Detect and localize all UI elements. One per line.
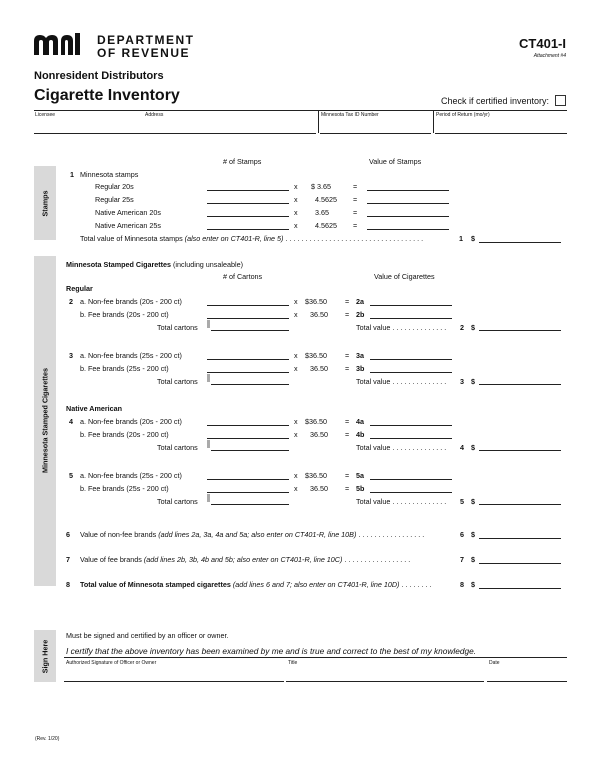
cartons-input[interactable] [207, 416, 289, 426]
line-ref: 4b [356, 430, 365, 439]
line-number: 3 [69, 351, 73, 360]
total-value-label: Total value . . . . . . . . . . . . . . [356, 377, 447, 386]
line-ref: 6 [460, 530, 464, 539]
times-sign: x [294, 351, 298, 360]
value-input[interactable] [370, 363, 452, 373]
date-field[interactable] [487, 672, 567, 682]
native-american-heading: Native American [66, 404, 123, 413]
certified-checkbox[interactable] [555, 95, 566, 106]
times-sign: x [294, 195, 298, 204]
equals-sign: = [353, 208, 358, 217]
equals-sign: = [345, 297, 350, 306]
col-cartons-header: # of Cartons [223, 272, 263, 281]
row-label: a. Non-fee brands (20s - 200 ct) [80, 417, 182, 426]
dollar-sign: $ [471, 555, 475, 564]
carton-rate: $36.50 [305, 351, 327, 360]
times-sign: x [294, 364, 298, 373]
title-field[interactable] [286, 672, 484, 682]
times-sign: x [294, 297, 298, 306]
cartons-input[interactable] [207, 309, 289, 319]
dollar-sign: $ [471, 234, 475, 243]
equals-sign: = [345, 310, 350, 319]
carton-rate: 36.50 [310, 364, 328, 373]
value-input[interactable] [370, 296, 452, 306]
equals-sign: = [345, 364, 350, 373]
total-value-input[interactable] [479, 441, 561, 451]
licensee-field[interactable] [34, 124, 316, 134]
total-instruction: (also enter on CT401-R, line 5) [184, 234, 284, 243]
times-sign: x [294, 471, 298, 480]
total-value-label: Total value . . . . . . . . . . . . . . [356, 323, 447, 332]
row-label: Regular 25s [95, 195, 134, 204]
total-cartons-input[interactable] [211, 441, 289, 451]
times-sign: x [294, 310, 298, 319]
line-ref: 8 [460, 580, 464, 589]
times-sign: x [294, 430, 298, 439]
total-cartons-input[interactable] [211, 321, 289, 331]
date-label: Date [489, 660, 500, 666]
stamps-value-input[interactable] [367, 194, 449, 204]
carton-rate: 36.50 [310, 310, 328, 319]
dollar-sign: $ [471, 580, 475, 589]
total-cartons-input[interactable] [211, 375, 289, 385]
value-input[interactable] [370, 309, 452, 319]
stamps-count-input[interactable] [207, 220, 289, 230]
cartons-input[interactable] [207, 470, 289, 480]
equals-sign: = [345, 430, 350, 439]
line-ref: 3b [356, 364, 365, 373]
line-number: 2 [69, 297, 73, 306]
line-ref: 7 [460, 555, 464, 564]
dollar-sign: $ [471, 497, 475, 506]
times-sign: x [294, 208, 298, 217]
title-label: Title [288, 660, 298, 666]
line-8-text: Total value of Minnesota stamped cigarettes (add lines 6 and 7; also enter on CT401-R, line 10D) . . . . . . . . [80, 580, 432, 589]
equals-sign: = [345, 484, 350, 493]
line-7-text: Value of fee brands (add lines 2b, 3b, 4b and 5b; also enter on CT401-R, line 10C) . . . . . . . . . . . . . . . . . [80, 555, 411, 564]
col-value-header: Value of Stamps [369, 157, 422, 166]
signature-label: Authorized Signature of Officer or Owner [66, 660, 157, 666]
period-label: Period of Return (mo/yr) [436, 112, 490, 118]
stamp-rate: 4.5625 [315, 221, 337, 230]
total-cartons-label: Total cartons [157, 323, 198, 332]
stamps-count-input[interactable] [207, 181, 289, 191]
logo-text-2: OF REVENUE [97, 46, 191, 60]
form-id: CT401-I [519, 36, 566, 51]
dollar-sign: $ [471, 377, 475, 386]
times-sign: x [294, 182, 298, 191]
row-label: Regular 20s [95, 182, 134, 191]
row-label: b. Fee brands (25s - 200 ct) [80, 364, 169, 373]
stamp-rate: 3.65 [315, 208, 329, 217]
times-sign: x [294, 221, 298, 230]
cigarettes-sidebar-label: Minnesota Stamped Cigarettes [40, 367, 50, 474]
row-label: Native American 20s [95, 208, 161, 217]
times-sign: x [294, 417, 298, 426]
total-cartons-input[interactable] [211, 495, 289, 505]
total-value-input[interactable] [479, 321, 561, 331]
value-input[interactable] [370, 416, 452, 426]
line-number: 5 [69, 471, 73, 480]
equals-sign: = [345, 351, 350, 360]
row-label: a. Non-fee brands (20s - 200 ct) [80, 297, 182, 306]
line-number: 4 [69, 417, 73, 426]
stamps-total-row [80, 234, 423, 243]
leader-dots: . . . . . . . . . . . . . . . . . . . . . . . . . . . . . . . . . . . [285, 234, 424, 243]
stamps-value-input[interactable] [367, 181, 449, 191]
heading-rest: (including unsaleable) [171, 260, 243, 269]
divider [34, 110, 567, 111]
value-input[interactable] [370, 483, 452, 493]
line-6-input[interactable] [479, 529, 561, 539]
period-field[interactable] [435, 124, 567, 134]
line-number: 8 [66, 580, 70, 589]
line-number: 7 [66, 555, 70, 564]
row-label: b. Fee brands (20s - 200 ct) [80, 310, 169, 319]
stamps-sidebar-label: Stamps [40, 190, 50, 217]
revision-label: (Rev. 1/20) [35, 736, 60, 742]
equals-sign: = [345, 471, 350, 480]
total-value-input[interactable] [479, 495, 561, 505]
total-cartons-label: Total cartons [157, 497, 198, 506]
times-sign: x [294, 484, 298, 493]
line-ref: 2a [356, 297, 364, 306]
stamp-rate: 4.5625 [315, 195, 337, 204]
line-number: 6 [66, 530, 70, 539]
line-ref: 5b [356, 484, 365, 493]
total-cartons-label: Total cartons [157, 443, 198, 452]
heading-bold: Minnesota Stamped Cigarettes [66, 260, 172, 269]
line-ref: 3a [356, 351, 364, 360]
stamps-total-input[interactable] [479, 233, 561, 243]
cigarettes-heading [66, 260, 243, 269]
attachment-label: Attachment #4 [533, 53, 566, 59]
field-marker [207, 320, 210, 328]
tax-id-field[interactable] [320, 124, 431, 134]
line-7-input[interactable] [479, 554, 561, 564]
field-marker [207, 374, 210, 382]
minnesota-stamps-heading: Minnesota stamps [80, 170, 139, 179]
line-ref: 5 [460, 497, 464, 506]
dollar-sign: $ [471, 443, 475, 452]
row-label: Native American 25s [95, 221, 161, 230]
line-1-ref: 1 [459, 234, 463, 243]
line-8-input[interactable] [479, 579, 561, 589]
equals-sign: = [345, 417, 350, 426]
value-input[interactable] [370, 429, 452, 439]
cartons-input[interactable] [207, 429, 289, 439]
total-value-input[interactable] [479, 375, 561, 385]
value-input[interactable] [370, 470, 452, 480]
total-value-label: Total value . . . . . . . . . . . . . . [356, 497, 447, 506]
dollar-sign: $ [471, 530, 475, 539]
sign-sidebar-label: Sign Here [40, 639, 50, 674]
cartons-input[interactable] [207, 350, 289, 360]
line-ref: 2 [460, 323, 464, 332]
line-6-text: Value of non-fee brands (add lines 2a, 3a, 4a and 5a; also enter on CT401-R, line 10B) . . . . . . . . . . . . . . . . . [80, 530, 425, 539]
cartons-input[interactable] [207, 483, 289, 493]
equals-sign: = [353, 195, 358, 204]
carton-rate: $36.50 [305, 297, 327, 306]
certify-statement: I certify that the above inventory has been examined by me and is true and correct to the best of my knowledge. [66, 646, 477, 656]
tax-id-label: Minnesota Tax ID Number [321, 112, 379, 118]
logo [34, 33, 94, 57]
carton-rate: $36.50 [305, 471, 327, 480]
total-label: Total value of Minnesota stamps [80, 234, 185, 243]
line-ref: 4 [460, 443, 464, 452]
cartons-input[interactable] [207, 296, 289, 306]
row-label: b. Fee brands (25s - 200 ct) [80, 484, 169, 493]
divider [64, 657, 567, 658]
line-ref: 2b [356, 310, 365, 319]
certified-label: Check if certified inventory: [441, 96, 550, 106]
row-label: b. Fee brands (20s - 200 ct) [80, 430, 169, 439]
mn-logo-icon [34, 33, 94, 57]
address-label: Address [145, 112, 164, 118]
row-label: a. Non-fee brands (25s - 200 ct) [80, 351, 182, 360]
field-marker [207, 440, 210, 448]
line-ref: 4a [356, 417, 364, 426]
carton-rate: 36.50 [310, 484, 328, 493]
total-value-label: Total value . . . . . . . . . . . . . . [356, 443, 447, 452]
col-stamps-header: # of Stamps [223, 157, 262, 166]
stamps-value-input[interactable] [367, 220, 449, 230]
value-input[interactable] [370, 350, 452, 360]
form-subtitle: Nonresident Distributors [34, 70, 164, 82]
licensee-label: Licensee [35, 112, 56, 118]
divider [433, 111, 434, 133]
stamp-rate: $ 3.65 [311, 182, 331, 191]
signature-field[interactable] [64, 672, 284, 682]
carton-rate: $36.50 [305, 417, 327, 426]
col-cig-value-header: Value of Cigarettes [374, 272, 435, 281]
form-title: Cigarette Inventory [34, 87, 180, 104]
logo-text-1: DEPARTMENT [97, 33, 195, 47]
field-marker [207, 494, 210, 502]
line-ref: 5a [356, 471, 364, 480]
sign-instruction: Must be signed and certified by an officer or owner. [66, 631, 229, 640]
carton-rate: 36.50 [310, 430, 328, 439]
equals-sign: = [353, 221, 358, 230]
dollar-sign: $ [471, 323, 475, 332]
equals-sign: = [353, 182, 358, 191]
divider [318, 111, 319, 133]
total-cartons-label: Total cartons [157, 377, 198, 386]
row-label: a. Non-fee brands (25s - 200 ct) [80, 471, 182, 480]
stamps-count-input[interactable] [207, 207, 289, 217]
line-ref: 3 [460, 377, 464, 386]
cartons-input[interactable] [207, 363, 289, 373]
stamps-value-input[interactable] [367, 207, 449, 217]
stamps-count-input[interactable] [207, 194, 289, 204]
regular-heading: Regular [66, 284, 93, 293]
line-1-number: 1 [70, 170, 74, 179]
